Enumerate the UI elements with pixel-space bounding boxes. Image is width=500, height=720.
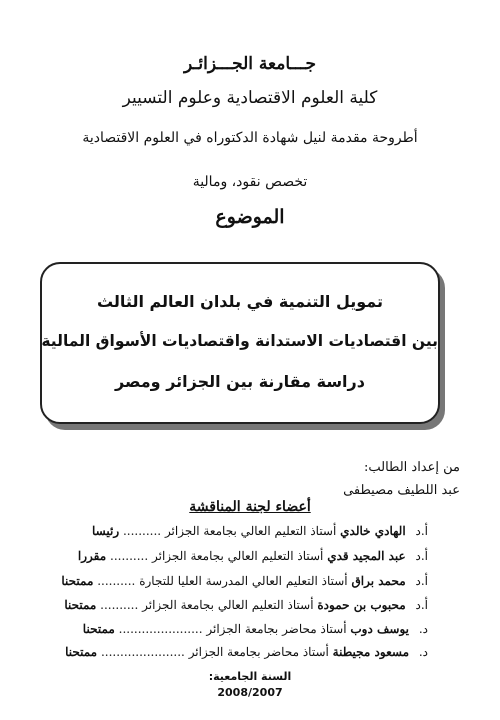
member-role: ممتحنا [65, 645, 98, 659]
member-role: مقررا [77, 549, 107, 563]
member-rank: أ.د [415, 549, 428, 563]
member-dots: .......... [100, 598, 139, 612]
member-dots: ...................... [100, 645, 185, 659]
author-label: من إعداد الطالب: [363, 460, 460, 475]
member-dots: .......... [122, 524, 162, 538]
member-name: محبوب بن حمودة [317, 598, 406, 612]
member-role: ممتحنا [61, 574, 94, 588]
member-name: مسعود مجيطنة [332, 645, 409, 659]
title-box [40, 262, 440, 424]
thesis-statement: أطروحة مقدمة لنيل شهادة الدكتوراه في العلوم الاقتصادية [82, 130, 418, 146]
member-rank: أ.د [415, 524, 428, 538]
member-name: محمد براق [351, 574, 406, 588]
member-position: أستاذ التعليم العالي بجامعة الجزائر [142, 598, 314, 612]
member-role: ممتحنا [64, 598, 97, 612]
member-dots: .......... [97, 574, 136, 588]
member-position: أستاذ محاضر بجامعة الجزائر [206, 622, 347, 636]
member-rank: أ.د [415, 574, 428, 588]
title-line-3: دراسة مقارنة بين الجزائر ومصر [115, 372, 365, 391]
member-position: أستاذ محاضر بجامعة الجزائر [188, 645, 329, 659]
title-line-1: تمويل التنمية في بلدان العالم الثالث [96, 292, 384, 311]
member-dots: ...................... [118, 622, 203, 636]
academic-year-value: 2008/2007 [217, 686, 283, 699]
university-name: جـــامعة الجـــزائـر [184, 54, 316, 74]
faculty-name: كلية العلوم الاقتصادية وعلوم التسيير [122, 88, 378, 108]
title-line-2: بين اقتصاديات الاستدانة واقتصاديات الأسواق المالية [41, 332, 438, 350]
committee-member [78, 549, 428, 563]
member-rank: د. [418, 645, 428, 659]
member-name: عبد المجيد قدي [327, 549, 406, 563]
author-name: عبد اللطيف مصيطفى [343, 483, 460, 498]
member-rank: د. [418, 622, 428, 636]
specialization: تخصص نقود، ومالية [192, 174, 308, 190]
academic-year-label: السنة الجامعية: [208, 670, 292, 683]
member-position: أستاذ التعليم العالي بجامعة الجزائر [164, 524, 337, 538]
committee-member [64, 598, 428, 612]
committee-member [65, 645, 428, 659]
committee-member [83, 622, 428, 636]
member-role: ممتحنا [82, 622, 115, 636]
member-position: أستاذ التعليم العالي بجامعة الجزائر [151, 549, 324, 563]
member-role: رئيسا [92, 524, 120, 538]
member-rank: أ.د [415, 598, 428, 612]
member-dots: .......... [110, 549, 149, 563]
committee-member [61, 574, 428, 588]
member-name: الهادي خالدي [340, 524, 406, 538]
committee-member [92, 524, 428, 538]
subject-label: الموضوع [215, 206, 285, 228]
member-position: أستاذ التعليم العالي المدرسة العليا للتجارة [139, 574, 348, 588]
member-name: يوسف دوب [350, 622, 409, 636]
committee-title: أعضاء لجنة المناقشة [189, 499, 311, 515]
